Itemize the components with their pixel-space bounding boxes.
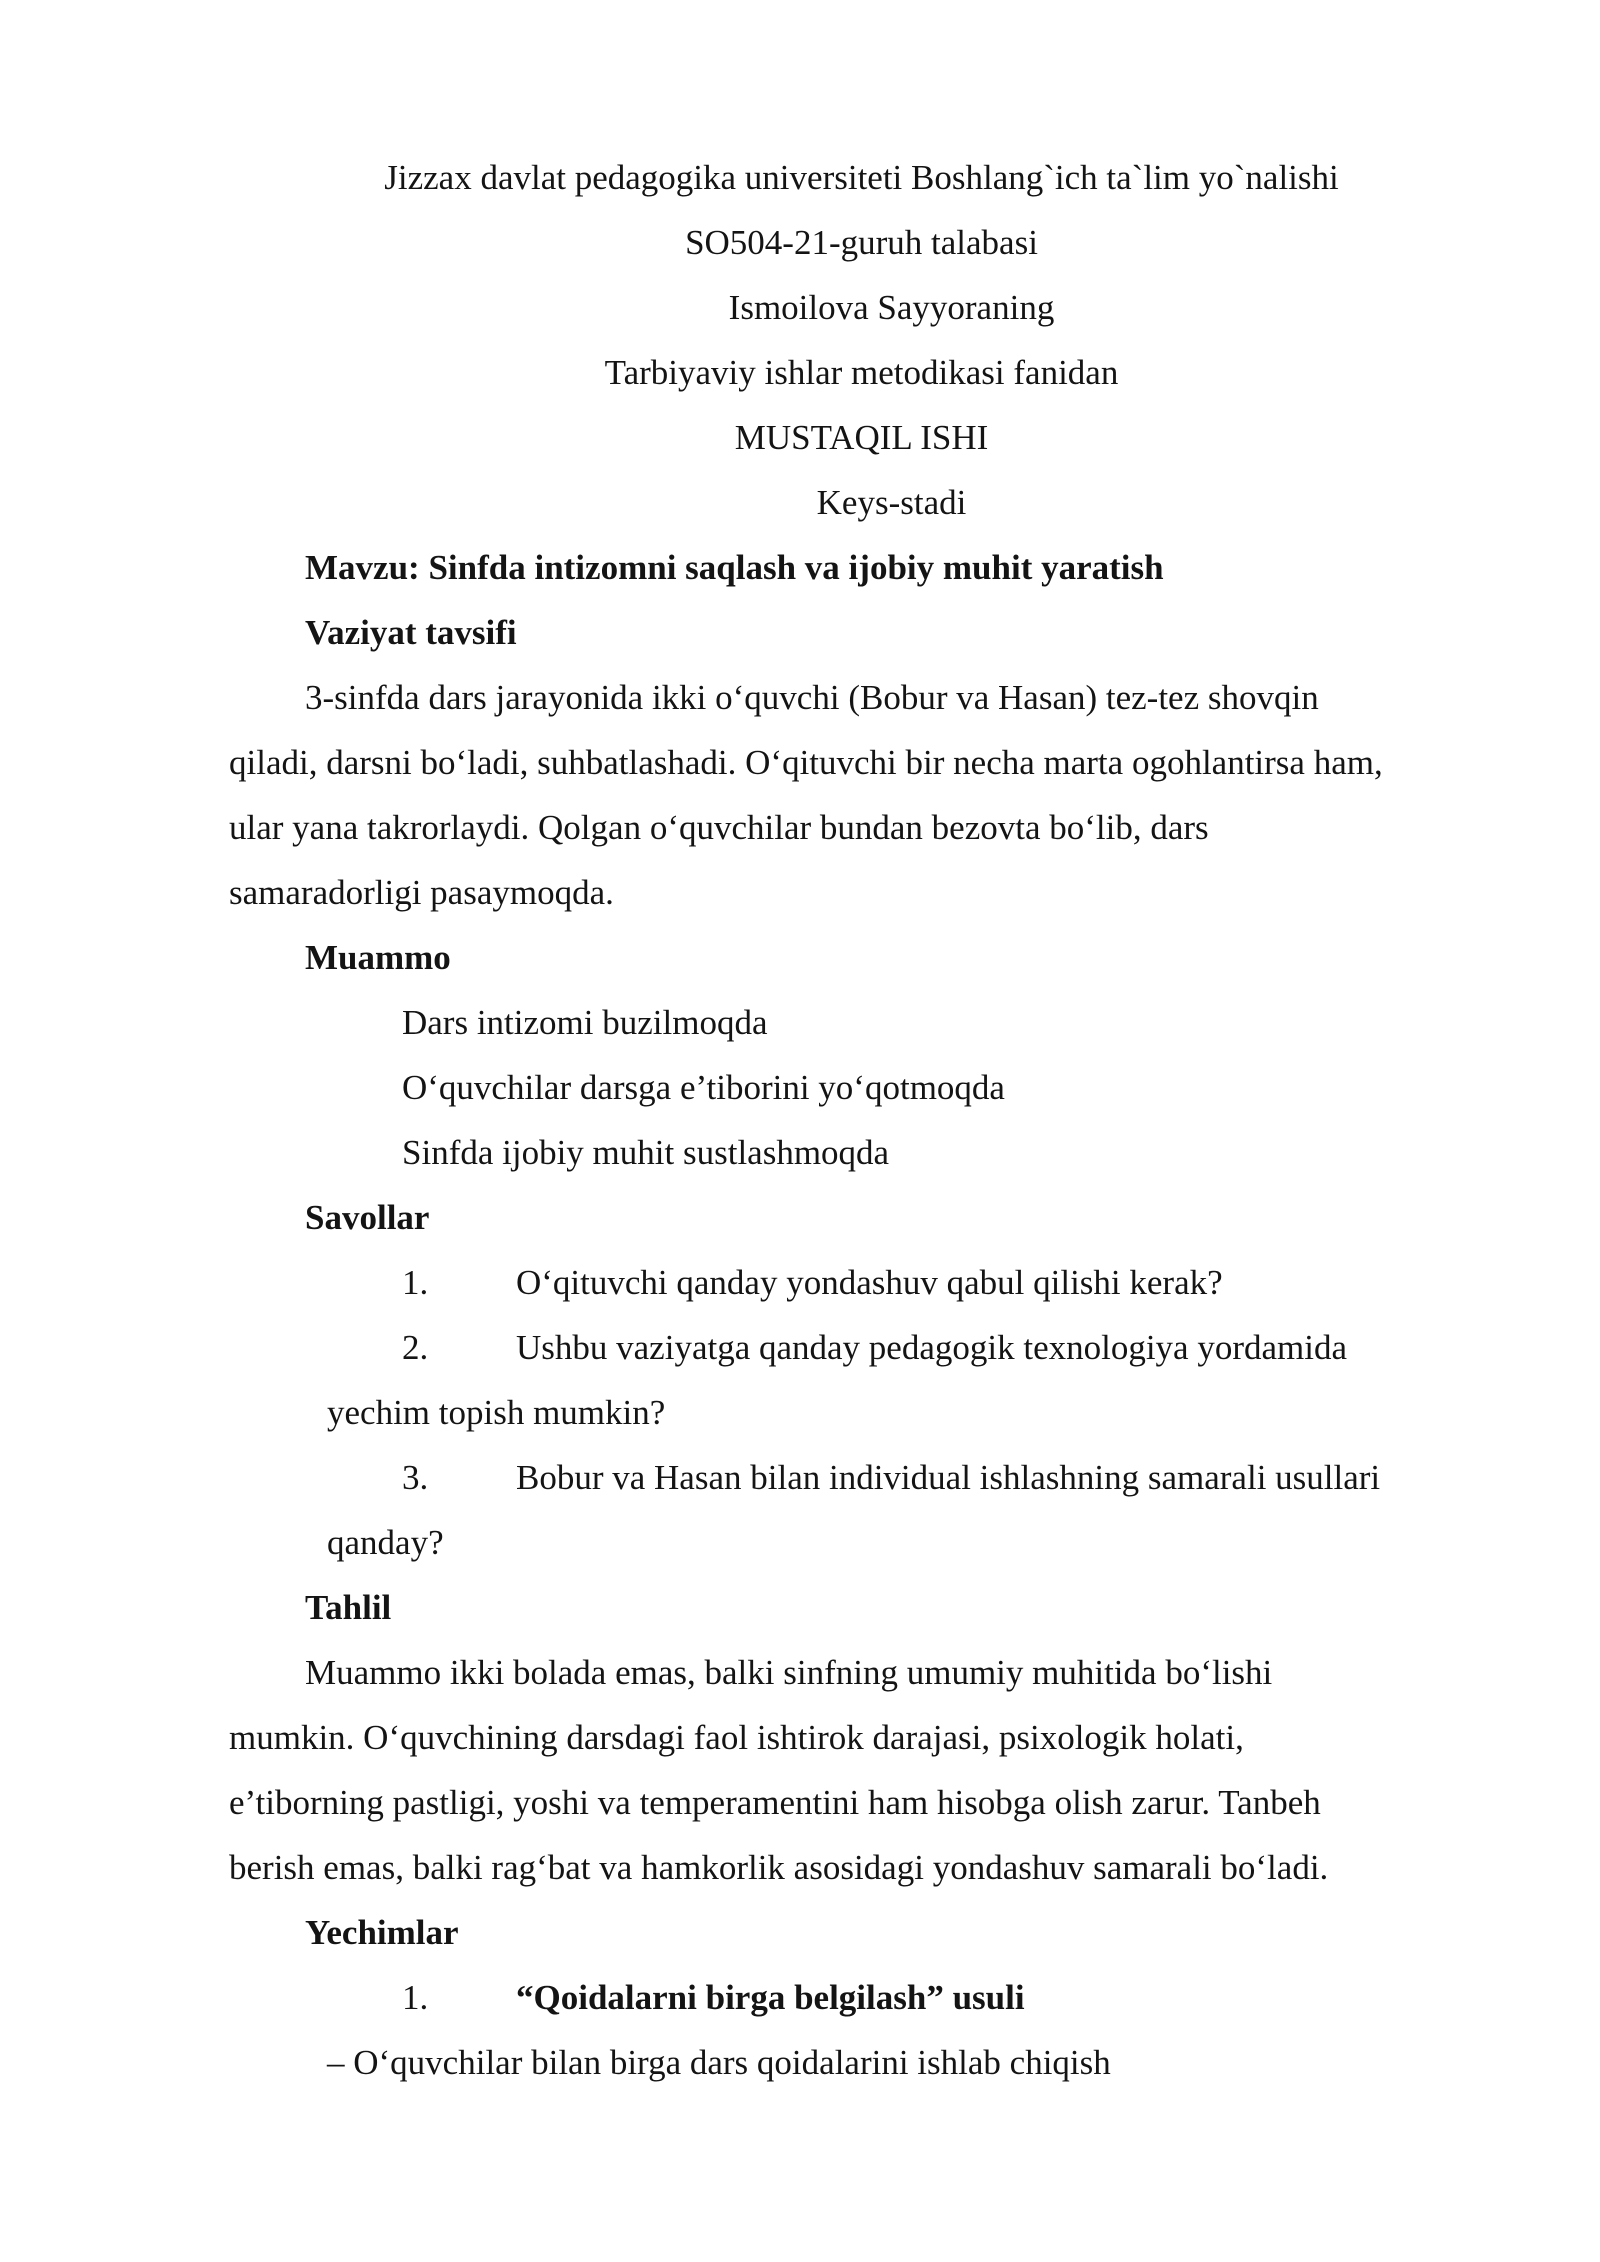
analysis-line-4: berish emas, balki rag‘bat va hamkorlik asosidagi yondashuv samarali bo‘ladi.	[229, 1848, 1329, 1887]
student-line: Ismoilova Sayyoraning	[728, 288, 1055, 327]
question-2-number: 2.	[402, 1328, 429, 1367]
question-1-number: 1.	[402, 1263, 429, 1302]
situation-heading: Vaziyat tavsifi	[305, 613, 517, 652]
question-3-text: Bobur va Hasan bilan individual ishlashning samarali usullari	[516, 1458, 1381, 1497]
topic-heading: Mavzu: Sinfda intizomni saqlash va ijobiy muhit yaratish	[305, 548, 1164, 587]
problem-item-2: O‘quvchilar darsga e’tiborini yo‘qotmoqda	[402, 1068, 1005, 1107]
situation-line-1: 3-sinfda dars jarayonida ikki o‘quvchi (Bobur va Hasan) tez-tez shovqin	[305, 678, 1319, 717]
analysis-line-1: Muammo ikki bolada emas, balki sinfning umumiy muhitida bo‘lishi	[305, 1653, 1273, 1692]
question-2-continuation: yechim topish mumkin?	[327, 1393, 666, 1432]
analysis-line-3: e’tiborning pastligi, yoshi va temperamentini ham hisobga olish zarur. Tanbeh	[229, 1783, 1321, 1822]
solution-1-detail: – O‘quvchilar bilan birga dars qoidalarini ishlab chiqish	[327, 2043, 1111, 2082]
analysis-heading: Tahlil	[305, 1588, 392, 1627]
work-type-line: MUSTAQIL ISHI	[734, 418, 989, 457]
problem-item-1: Dars intizomi buzilmoqda	[402, 1003, 768, 1042]
situation-line-2: qiladi, darsni bo‘ladi, suhbatlashadi. O‘qituvchi bir necha marta ogohlantirsa ham,	[229, 743, 1383, 782]
questions-heading: Savollar	[305, 1198, 430, 1237]
solutions-heading: Yechimlar	[305, 1913, 459, 1952]
problem-item-3: Sinfda ijobiy muhit sustlashmoqda	[402, 1133, 890, 1172]
genre-line: Keys-stadi	[816, 483, 967, 522]
situation-line-3: ular yana takrorlaydi. Qolgan o‘quvchilar bundan bezovta bo‘lib, dars	[229, 808, 1209, 847]
question-1-text: O‘qituvchi qanday yondashuv qabul qilishi kerak?	[516, 1263, 1223, 1302]
solution-1-title: “Qoidalarni birga belgilash” usuli	[516, 1978, 1025, 2017]
problem-heading: Muammo	[305, 938, 451, 977]
question-3-continuation: qanday?	[327, 1523, 444, 1562]
group-line: SO504-21-guruh talabasi	[685, 223, 1038, 262]
subject-line: Tarbiyaviy ishlar metodikasi fanidan	[604, 353, 1119, 392]
question-3-number: 3.	[402, 1458, 429, 1497]
situation-line-4: samaradorligi pasaymoqda.	[229, 873, 614, 912]
university-line: Jizzax davlat pedagogika universiteti Boshlang`ich ta`lim yo`nalishi	[384, 158, 1339, 197]
solution-1-number: 1.	[402, 1978, 429, 2017]
analysis-line-2: mumkin. O‘quvchining darsdagi faol ishtirok darajasi, psixologik holati,	[229, 1718, 1244, 1757]
question-2-text: Ushbu vaziyatga qanday pedagogik texnologiya yordamida	[516, 1328, 1348, 1367]
